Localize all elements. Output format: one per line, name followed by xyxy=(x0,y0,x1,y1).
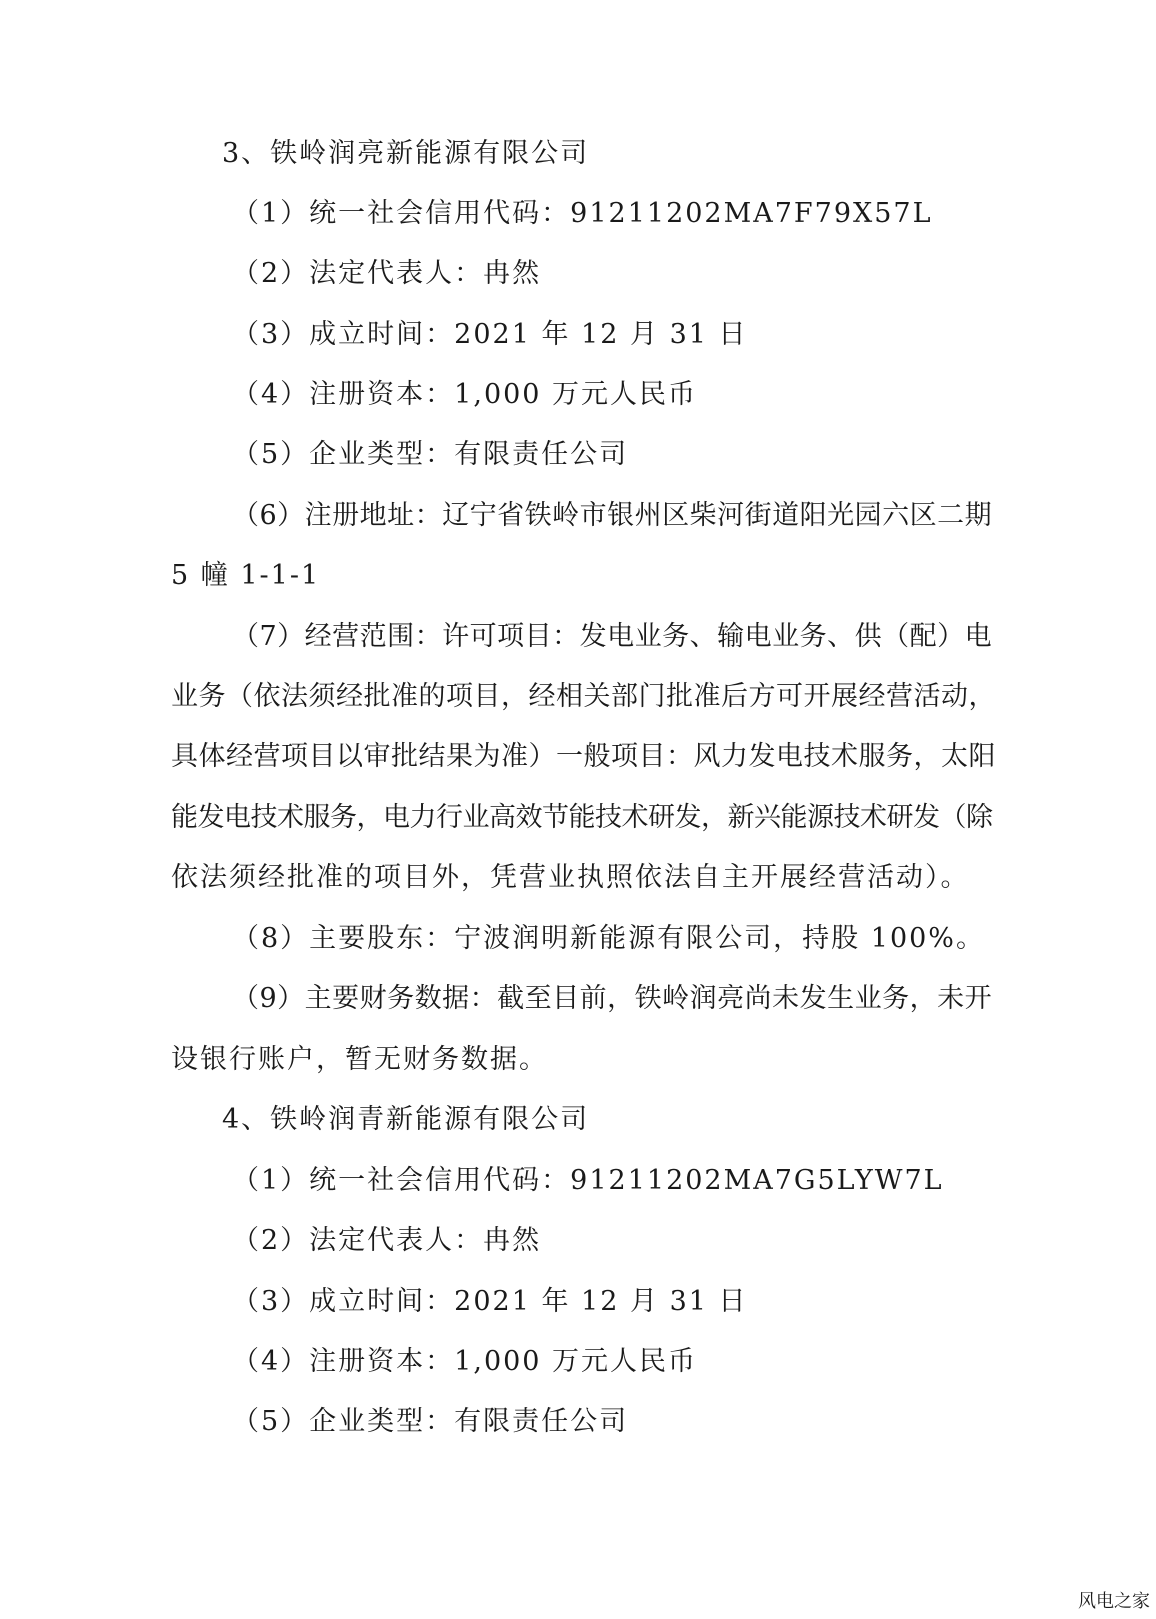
company3-scope-line3: 具体经营项目以审批结果为准）一般项目：风力发电技术服务，太阳 xyxy=(171,741,996,772)
company4-type: （5）企业类型：有限责任公司 xyxy=(232,1406,629,1437)
company3-finance-line2: 设银行账户，暂无财务数据。 xyxy=(171,1044,548,1075)
company3-address-line1: （6）注册地址：辽宁省铁岭市银州区柴河街道阳光园六区二期 xyxy=(232,500,993,531)
company3-finance-line1: （9）主要财务数据：截至目前，铁岭润亮尚未发生业务，未开 xyxy=(232,983,993,1014)
company4-heading: 4、铁岭润青新能源有限公司 xyxy=(222,1104,590,1135)
company4-capital: （4）注册资本：1,000 万元人民币 xyxy=(232,1346,698,1377)
company3-legal-rep: （2）法定代表人：冉然 xyxy=(232,258,542,289)
company3-credit-code: （1）统一社会信用代码：91211202MA7F79X57L xyxy=(232,198,933,229)
company3-established: （3）成立时间：2021 年 12 月 31 日 xyxy=(232,319,748,350)
company4-legal-rep: （2）法定代表人：冉然 xyxy=(232,1225,542,1256)
company3-scope-line1: （7）经营范围：许可项目：发电业务、输电业务、供（配）电 xyxy=(232,621,993,652)
company4-established: （3）成立时间：2021 年 12 月 31 日 xyxy=(232,1286,748,1317)
watermark-text: 风电之家 xyxy=(1078,1591,1150,1612)
company3-capital: （4）注册资本：1,000 万元人民币 xyxy=(232,379,698,410)
company3-heading: 3、铁岭润亮新能源有限公司 xyxy=(222,138,590,169)
company3-address-line2: 5 幢 1-1-1 xyxy=(171,560,321,591)
company3-shareholder: （8）主要股东：宁波润明新能源有限公司，持股 100%。 xyxy=(232,923,985,954)
company3-scope-line5: 依法须经批准的项目外，凭营业执照依法自主开展经营活动）。 xyxy=(171,862,970,893)
company3-scope-line2: 业务（依法须经批准的项目，经相关部门批准后方可开展经营活动， xyxy=(171,681,996,712)
company3-scope-line4: 能发电技术服务，电力行业高效节能技术研发，新兴能源技术研发（除 xyxy=(171,802,993,833)
company4-credit-code: （1）统一社会信用代码：91211202MA7G5LYW7L xyxy=(232,1165,944,1196)
company3-type: （5）企业类型：有限责任公司 xyxy=(232,439,629,470)
